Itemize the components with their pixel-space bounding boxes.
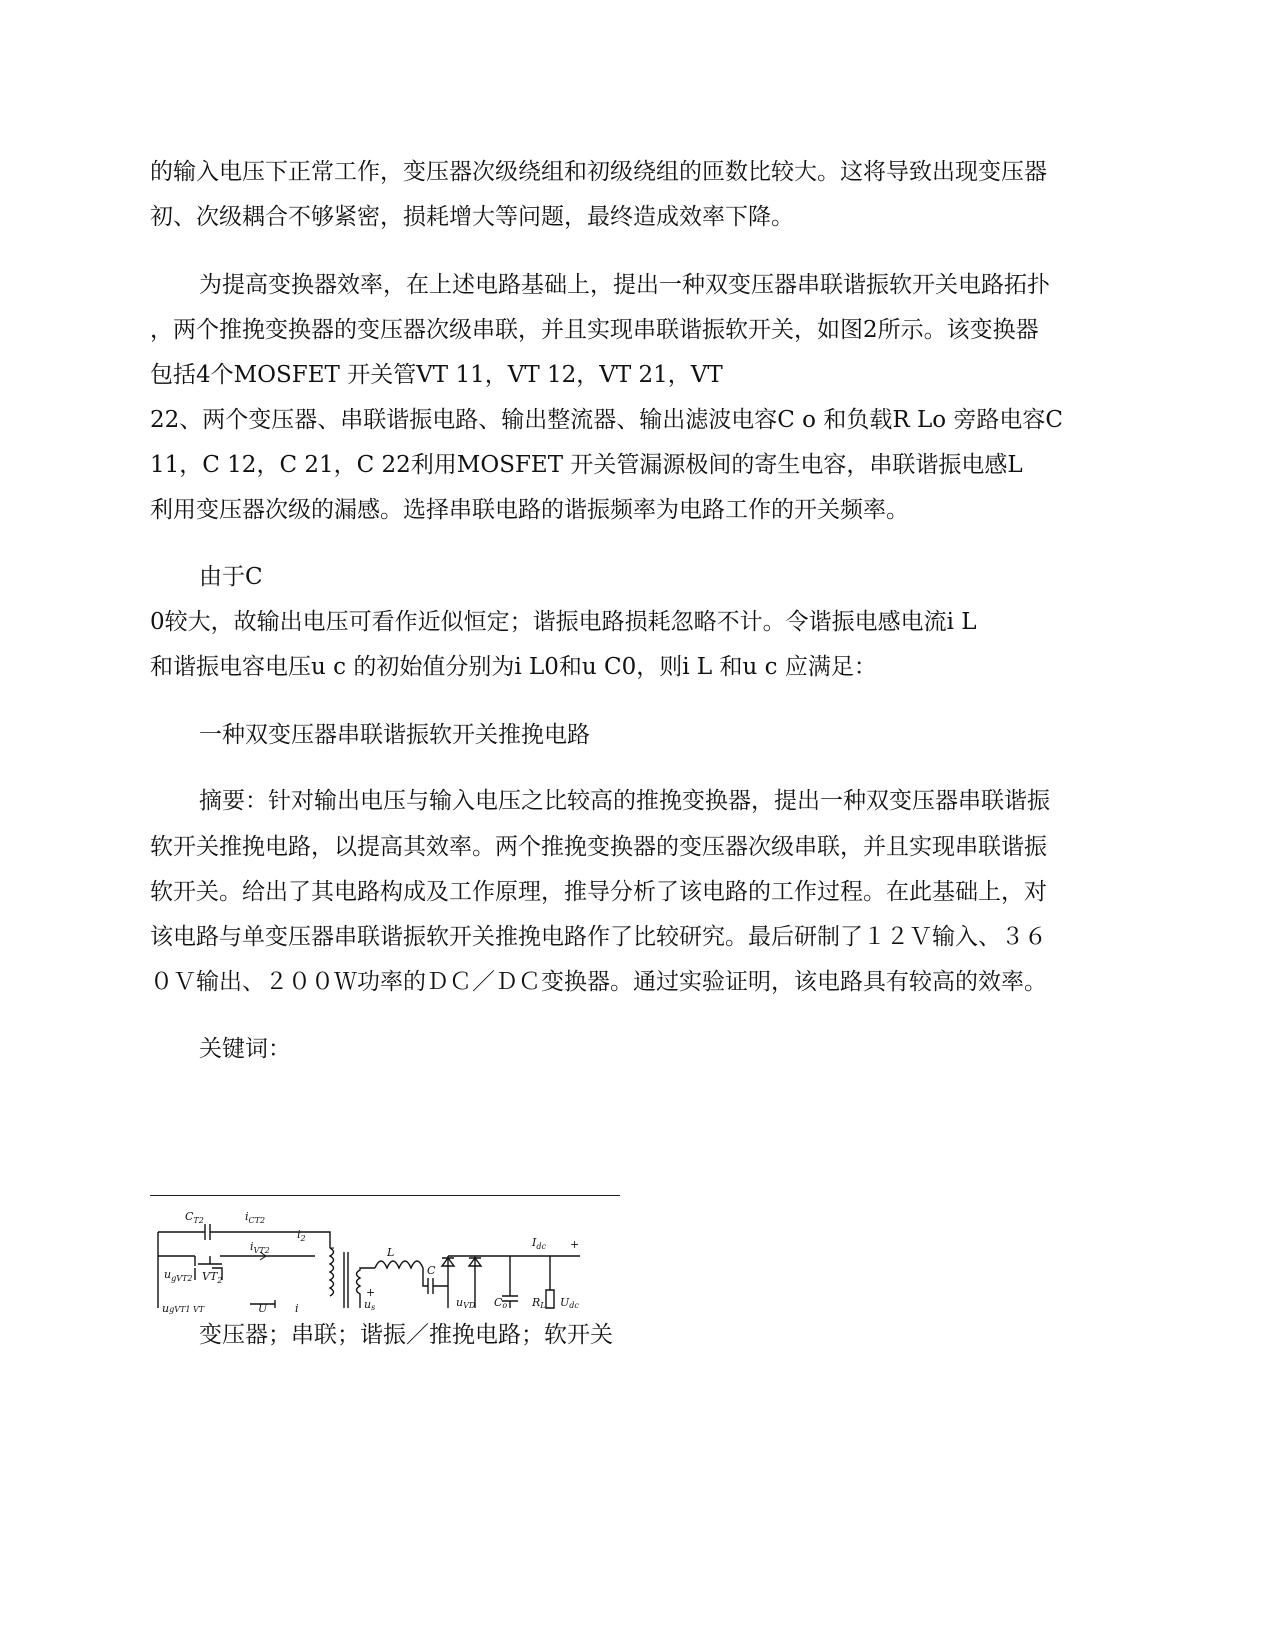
label-i2: $i_2$ xyxy=(297,1228,306,1243)
article-title: 一种双变压器串联谐振软开关推挽电路 xyxy=(199,722,590,748)
paragraph-3-line-3: 和谐振电容电压u c 的初始值分别为i L0和u C0，则i L 和u c 应满足： xyxy=(150,654,877,680)
circuit-figure xyxy=(150,1208,620,1315)
inductor-l xyxy=(375,1261,428,1286)
resistor-rl xyxy=(546,1256,554,1308)
capacitor-c12 xyxy=(205,1224,210,1240)
circuit-diagram xyxy=(150,1208,620,1315)
label-us: us xyxy=(364,1298,376,1312)
paragraph-2-line-3: 包括4个MOSFET 开关管VT 11，VT 12，VT 21，VT xyxy=(150,362,723,388)
keywords-label: 关键词： xyxy=(199,1036,291,1062)
paragraph-2-line-2: ，两个推挽变换器的变压器次级串联，并且实现串联谐振软开关，如图2所示。该变换器 xyxy=(150,317,1039,343)
paragraph-3-line-2: 0较大，故输出电压可看作近似恒定；谐振电路损耗忽略不计。令谐振电感电流i L xyxy=(150,609,977,635)
abstract-line-1: 摘要：针对输出电压与输入电压之比较高的推挽变换器，提出一种双变压器串联谐振 xyxy=(199,788,1050,814)
label-co: Co xyxy=(494,1296,508,1310)
label-c12: $C_{T2}$ xyxy=(185,1210,204,1225)
keywords-list: 变压器；串联；谐振／推挽电路；软开关 xyxy=(199,1322,613,1348)
abstract-line-2: 软开关推挽电路，以提高其效率。两个推挽变换器的变压器次级串联，并且实现串联谐振 xyxy=(150,834,1047,860)
label-c: C xyxy=(427,1264,436,1277)
label-uvd: uVD xyxy=(456,1296,476,1310)
abstract-line-4: 该电路与单变压器串联谐振软开关推挽电路作了比较研究。最后研制了１２Ｖ输入、３６ xyxy=(150,924,1047,950)
paragraph-2-line-4: 22、两个变压器、串联谐振电路、输出整流器、输出滤波电容C o 和负载R Lo 旁路电容C xyxy=(150,407,1063,433)
label-ivt2: $i_{VT2}$ xyxy=(250,1240,270,1255)
label-ugvt2: $u_{gVT2}$ xyxy=(164,1268,193,1283)
transformer-core xyxy=(344,1252,348,1308)
label-idc: $I_{dc}$ xyxy=(532,1236,546,1251)
label-rl: RL xyxy=(532,1296,546,1310)
label-bottom-mid: U xyxy=(258,1302,268,1315)
label-vt2: $VT_2$ xyxy=(202,1270,223,1285)
top-right-wire xyxy=(210,1232,330,1248)
label-plus-us: + xyxy=(366,1286,376,1299)
abstract-line-5: ０Ｖ输出、２００Ｗ功率的ＤＣ／ＤＣ变换器。通过实验证明，该电路具有较高的效率。 xyxy=(150,969,1047,995)
transformer-primary xyxy=(330,1248,334,1296)
paragraph-2-line-5: 11，C 12，C 21，C 22利用MOSFET 开关管漏源极间的寄生电容，串联谐振电感L xyxy=(150,452,1023,478)
label-ic12: $i_{CT2}$ xyxy=(245,1210,266,1225)
label-udc: Udc xyxy=(560,1296,579,1310)
label-plus-output: + xyxy=(570,1238,580,1251)
label-bottom-left: ugVT1 VT xyxy=(162,1302,205,1315)
paragraph-2-line-1: 为提高变换器效率，在上述电路基础上，提出一种双变压器串联谐振软开关电路拓扑 xyxy=(199,272,1050,298)
abstract-line-3: 软开关。给出了其电路构成及工作原理，推导分析了该电路的工作过程。在此基础上，对 xyxy=(150,879,1047,905)
capacitor-c xyxy=(428,1278,448,1294)
paragraph-3-line-1: 由于C xyxy=(199,564,263,590)
label-bottom-mid2: i xyxy=(295,1302,299,1315)
paragraph-2-line-6: 利用变压器次级的漏感。选择串联电路的谐振频率为电路工作的开关频率。 xyxy=(150,497,909,523)
figure-top-rule xyxy=(150,1195,620,1196)
paragraph-1-line-1: 的输入电压下正常工作，变压器次级绕组和初级绕组的匝数比较大。这将导致出现变压器 xyxy=(150,159,1047,185)
label-l: L xyxy=(387,1246,395,1259)
paragraph-1-line-2: 初、次级耦合不够紧密，损耗增大等问题，最终造成效率下降。 xyxy=(150,204,794,230)
